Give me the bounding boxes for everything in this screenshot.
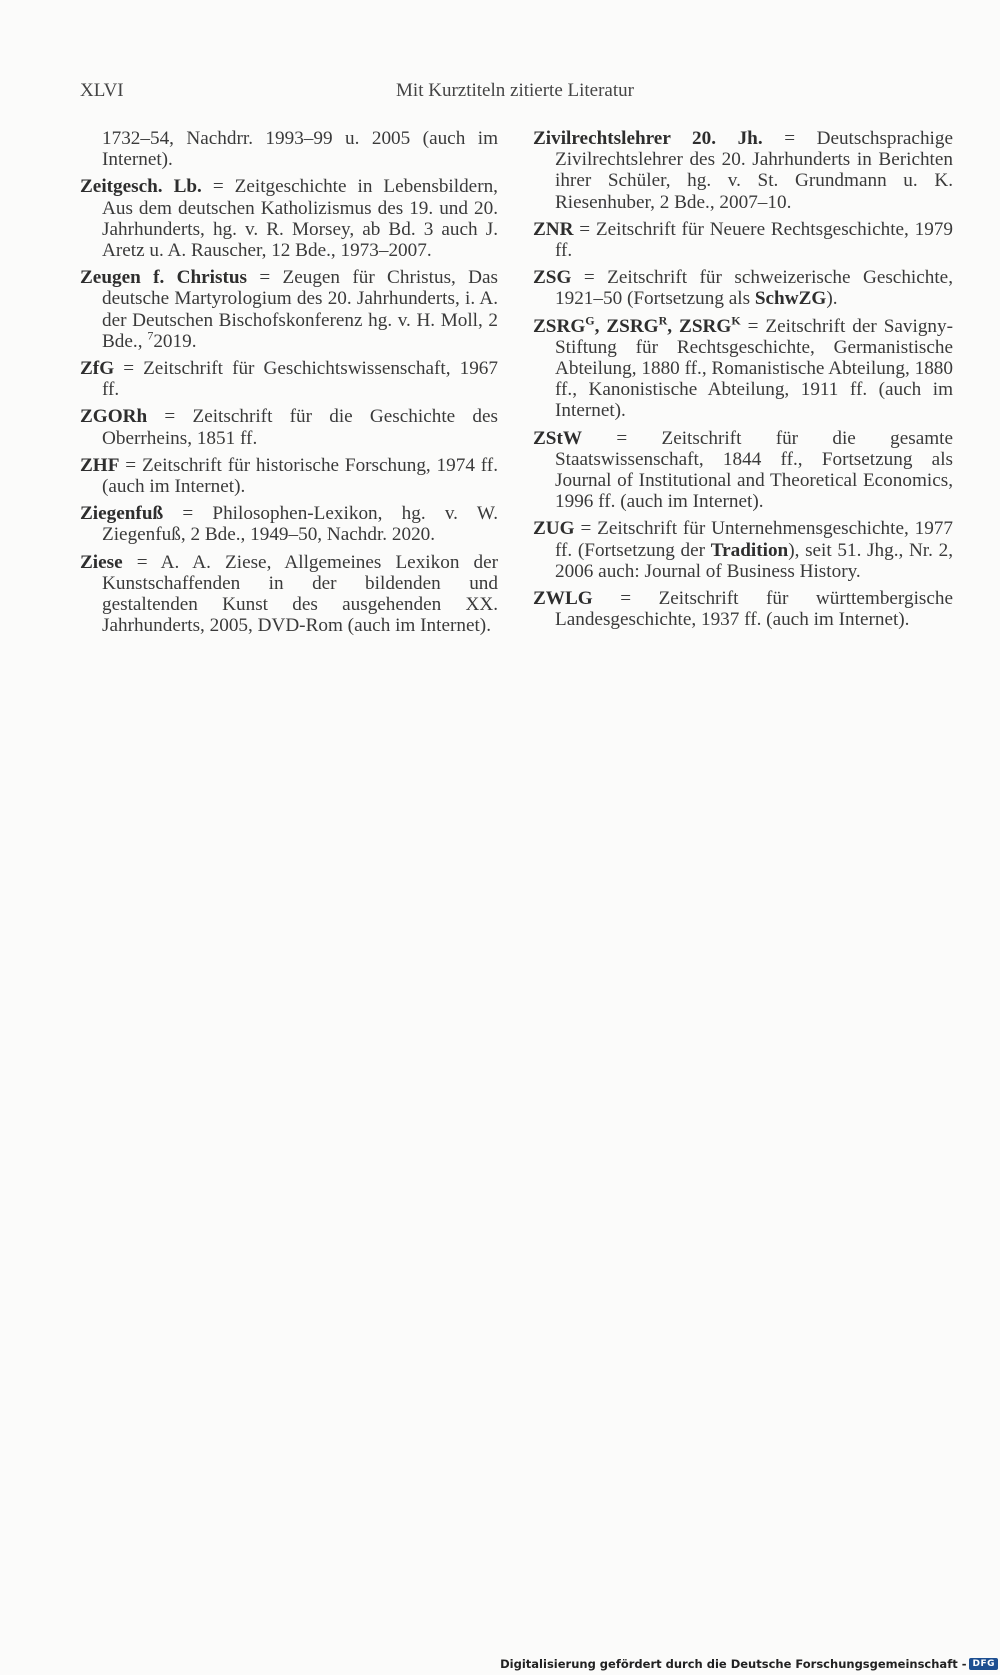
entry-zsrg: [533, 313, 953, 422]
entry-definition: = Zeitgeschichte in Lebensbildern, Aus dem deutschen Katholizismus des 19. und 20. Jahrhunderts, hg. v. R. Morsey, ab Bd. 3 auch J. Aretz u. A. Rauscher, 12 Bde., 1973–2007.: [102, 176, 498, 262]
entry-definition: = Zeitschrift für schweizerische Geschichte, 1921–50 (Fortsetzung als: [555, 267, 953, 310]
abbr-part: ZSRG: [533, 315, 586, 337]
entry-zfg: [80, 358, 498, 400]
entry-abbr: ZWLG: [533, 588, 593, 610]
entry-ziese: [80, 552, 498, 637]
entry-definition-end: ).: [826, 288, 838, 310]
entry-abbr: ZGORh: [80, 406, 148, 428]
entry-zivilrechtslehrer: [533, 128, 953, 213]
entry-abbr: ZfG: [80, 358, 115, 380]
continuation-text: 1732–54, Nachdrr. 1993–99 u. 2005 (auch im Internet).: [102, 128, 498, 171]
page-number: XLVI: [80, 80, 124, 101]
entry-definition: = Zeitschrift für Geschichtswissenschaft, 1967 ff.: [102, 358, 498, 401]
entry-abbr: ZUG: [533, 518, 575, 540]
entry-zeitgesch-lb: [80, 176, 498, 261]
entry-definition: = Zeugen für Christus, Das deutsche Martyrologium des 20. Jahrhunderts, i. A. der Deutschen Bischofskonferenz hg. v. H. Moll, 2 Bde.,: [102, 267, 498, 352]
entry-ziegenfuss: [80, 503, 498, 545]
cross-reference: SchwZG: [754, 288, 827, 310]
entry-definition: = Zeitschrift der Savigny-Stiftung für Rechtsgeschichte, Germanistische Abteilung, 1880 ff., Romanistische Abteilung, 1880 ff., Kanonistische Abteilung, 1911 ff. (auch im Internet).: [555, 315, 953, 422]
dfg-logo: DFG: [969, 1658, 998, 1670]
edition-superscript: 7: [147, 328, 154, 343]
entry-definition: = Zeitschrift für Unternehmensgeschichte, 1977 ff. (Fortsetzung der: [555, 518, 953, 561]
entry-abbr: Ziegenfuß: [80, 503, 164, 525]
entry-zsg: [533, 267, 953, 309]
digitization-footer: [500, 1655, 998, 1673]
left-column: [80, 128, 498, 642]
entry-abbr: Zeitgesch. Lb.: [80, 176, 202, 198]
entry-definition-end: 2019.: [153, 330, 197, 352]
entry-definition: = Zeitschrift für Neuere Rechtsgeschichte, 1979 ff.: [555, 218, 953, 262]
abbr-part: , ZSRG: [667, 315, 732, 337]
footer-text: Digitalisierung gefördert durch die Deutsche Forschungsgemeinschaft -: [500, 1657, 967, 1671]
entry-abbr: ZNR: [533, 218, 574, 240]
entry-definition: = Zeitschrift für die gesamte Staatswissenschaft, 1844 ff., Fortsetzung als Journal of Institutional and Theoretical Economics, 1996 ff. (auch im Internet).: [555, 427, 953, 513]
entry-zug: [533, 518, 953, 582]
entry-definition-end: ), seit 51. Jhg., Nr. 2, 2006 auch: Journal of Business History.: [555, 539, 953, 582]
entry-abbr: [533, 313, 741, 337]
entry-zgorh: [80, 406, 498, 448]
entry-zhf: [80, 455, 498, 497]
entry-abbr: Zeugen f. Christus: [80, 267, 247, 289]
entry-definition: = Deutschsprachige Zivilrechtslehrer des 20. Jahrhunderts in Berichten ihrer Schüler, hg. v. St. Grundmann u. K. Riesenhuber, 2 Bde., 2007–10.: [555, 128, 953, 213]
entry-definition: = Zeitschrift für historische Forschung, 1974 ff. (auch im Internet).: [102, 454, 498, 498]
entry-abbr: ZHF: [80, 454, 120, 476]
entry-zwlg: [533, 588, 953, 630]
entry-abbr: Zivilrechtslehrer 20. Jh.: [533, 128, 763, 149]
entry-definition: = Philosophen-Lexikon, hg. v. W. Ziegenfuß, 2 Bde., 1949–50, Nachdr. 2020.: [102, 503, 498, 546]
entry-abbr: Ziese: [80, 551, 123, 573]
entry-zeugen-f-christus: [80, 267, 498, 352]
cross-reference: Tradition: [710, 539, 789, 561]
right-column: [533, 128, 953, 636]
abbr-superscript: K: [731, 313, 741, 328]
abbr-superscript: G: [585, 313, 595, 328]
running-title: Mit Kurztiteln zitierte Literatur: [396, 80, 634, 101]
page-header: [80, 80, 950, 108]
entry-znr: [533, 219, 953, 261]
entry-abbr: ZStW: [533, 427, 583, 449]
entry-definition: = A. A. Ziese, Allgemeines Lexikon der Kunstschaffenden in der bildenden und gestaltenden Kunst des ausgehenden XX. Jahrhunderts, 2005, DVD-Rom (auch im Internet).: [102, 551, 498, 637]
entry-definition: = Zeitschrift für württembergische Landesgeschichte, 1937 ff. (auch im Internet).: [555, 588, 953, 631]
entry-definition: = Zeitschrift für die Geschichte des Oberrheins, 1851 ff.: [102, 406, 498, 449]
abbr-part: , ZSRG: [594, 315, 659, 337]
entry-abbr: ZSG: [533, 267, 572, 289]
entry-zstw: [533, 428, 953, 513]
abbr-superscript: R: [658, 313, 668, 328]
